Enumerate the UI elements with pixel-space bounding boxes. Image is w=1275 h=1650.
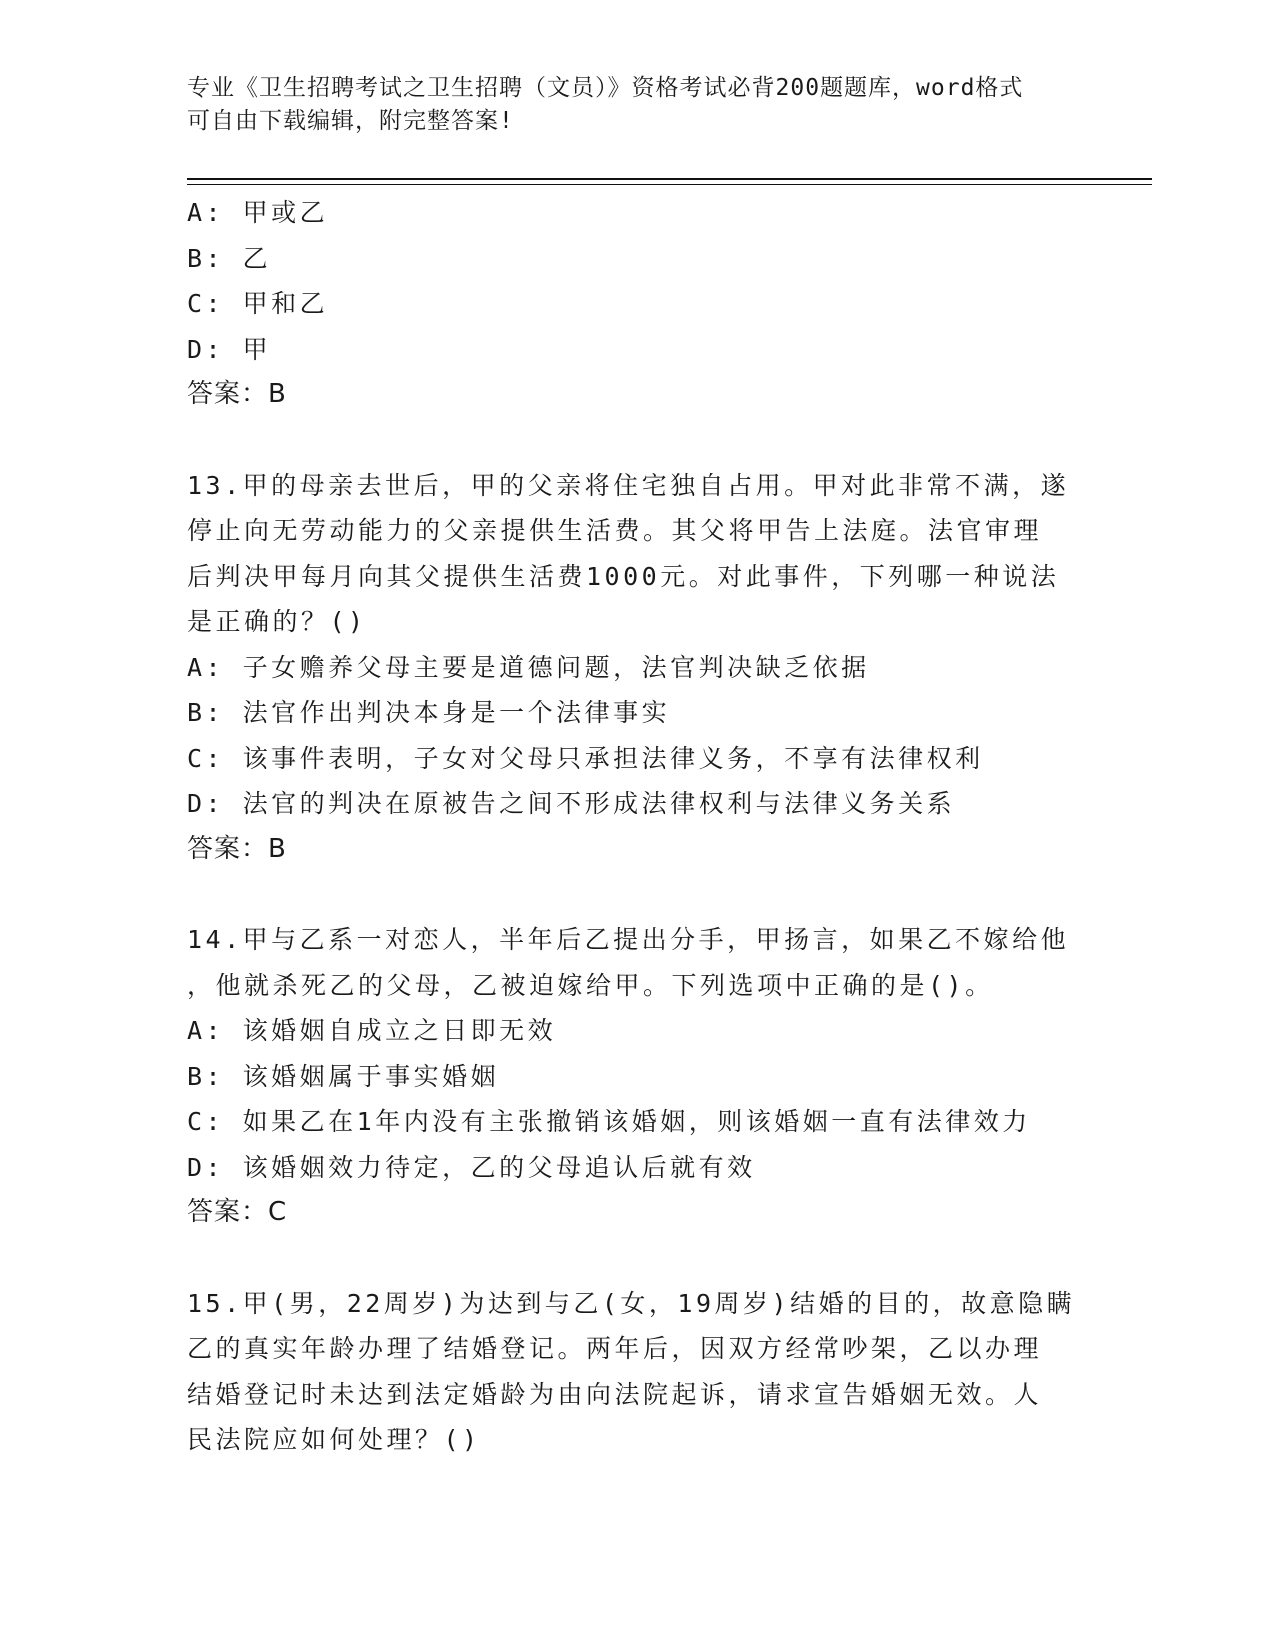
option-d: D: 甲 <box>187 334 272 364</box>
document-header <box>187 72 1087 138</box>
question-stem-line: 13.甲的母亲去世后，甲的父亲将住宅独自占用。甲对此非常不满，遂 <box>187 470 1070 500</box>
question-stem-line: ，他就杀死乙的父母，乙被迫嫁给甲。下列选项中正确的是()。 <box>187 970 994 1000</box>
question-stem-line: 结婚登记时未达到法定婚龄为由向法院起诉，请求宣告婚姻无效。人 <box>187 1379 1043 1409</box>
answer: 答案：B <box>187 833 287 864</box>
header-line-2: 可自由下载编辑，附完整答案! <box>187 108 514 134</box>
header-line-1: 专业《卫生招聘考试之卫生招聘（文员）》资格考试必背200题题库，word格式 <box>187 75 1024 101</box>
question-stem-line: 民法院应如何处理？() <box>187 1425 481 1454</box>
question-list <box>187 190 1087 1463</box>
question-stem-line: 后判决甲每月向其父提供生活费1000元。对此事件，下列哪一种说法 <box>187 561 1060 591</box>
question-15 <box>187 1281 1087 1463</box>
question-stem-line: 是正确的？() <box>187 607 367 636</box>
header-rule-thin <box>187 184 1152 185</box>
answer: 答案：B <box>187 379 287 409</box>
header-rule <box>187 178 1152 180</box>
answer: 答案：C <box>187 1197 288 1227</box>
option-a: A: 该婚姻自成立之日即无效 <box>187 1016 557 1045</box>
option-b: B: 乙 <box>187 243 272 273</box>
option-c: C: 甲和乙 <box>187 289 329 318</box>
question-13 <box>187 463 1087 873</box>
option-b: B: 法官作出判决本身是一个法律事实 <box>187 698 671 727</box>
option-d: D: 法官的判决在原被告之间不形成法律权利与法律义务关系 <box>187 789 956 818</box>
question-stem-line: 15.甲(男，22周岁)为达到与乙(女，19周岁)结婚的目的，故意隐瞒 <box>187 1288 1076 1318</box>
question-stem-line: 乙的真实年龄办理了结婚登记。两年后，因双方经常吵架，乙以办理 <box>187 1334 1043 1363</box>
option-d: D: 该婚姻效力待定，乙的父母追认后就有效 <box>187 1152 756 1182</box>
option-a: A: 子女赡养父母主要是道德问题，法官判决缺乏依据 <box>187 652 870 682</box>
question-14 <box>187 917 1087 1236</box>
option-c: C: 该事件表明，子女对父母只承担法律义务，不享有法律权利 <box>187 743 984 773</box>
option-b: B: 该婚姻属于事实婚姻 <box>187 1061 500 1091</box>
question-stem-line: 停止向无劳动能力的父亲提供生活费。其父将甲告上法庭。法官审理 <box>187 516 1043 545</box>
option-c: C: 如果乙在1年内没有主张撤销该婚姻，则该婚姻一直有法律效力 <box>187 1107 1031 1136</box>
question-stem-line: 14.甲与乙系一对恋人，半年后乙提出分手，甲扬言，如果乙不嫁给他 <box>187 925 1070 954</box>
question-12 <box>187 190 1087 418</box>
option-a: A: 甲或乙 <box>187 198 329 227</box>
